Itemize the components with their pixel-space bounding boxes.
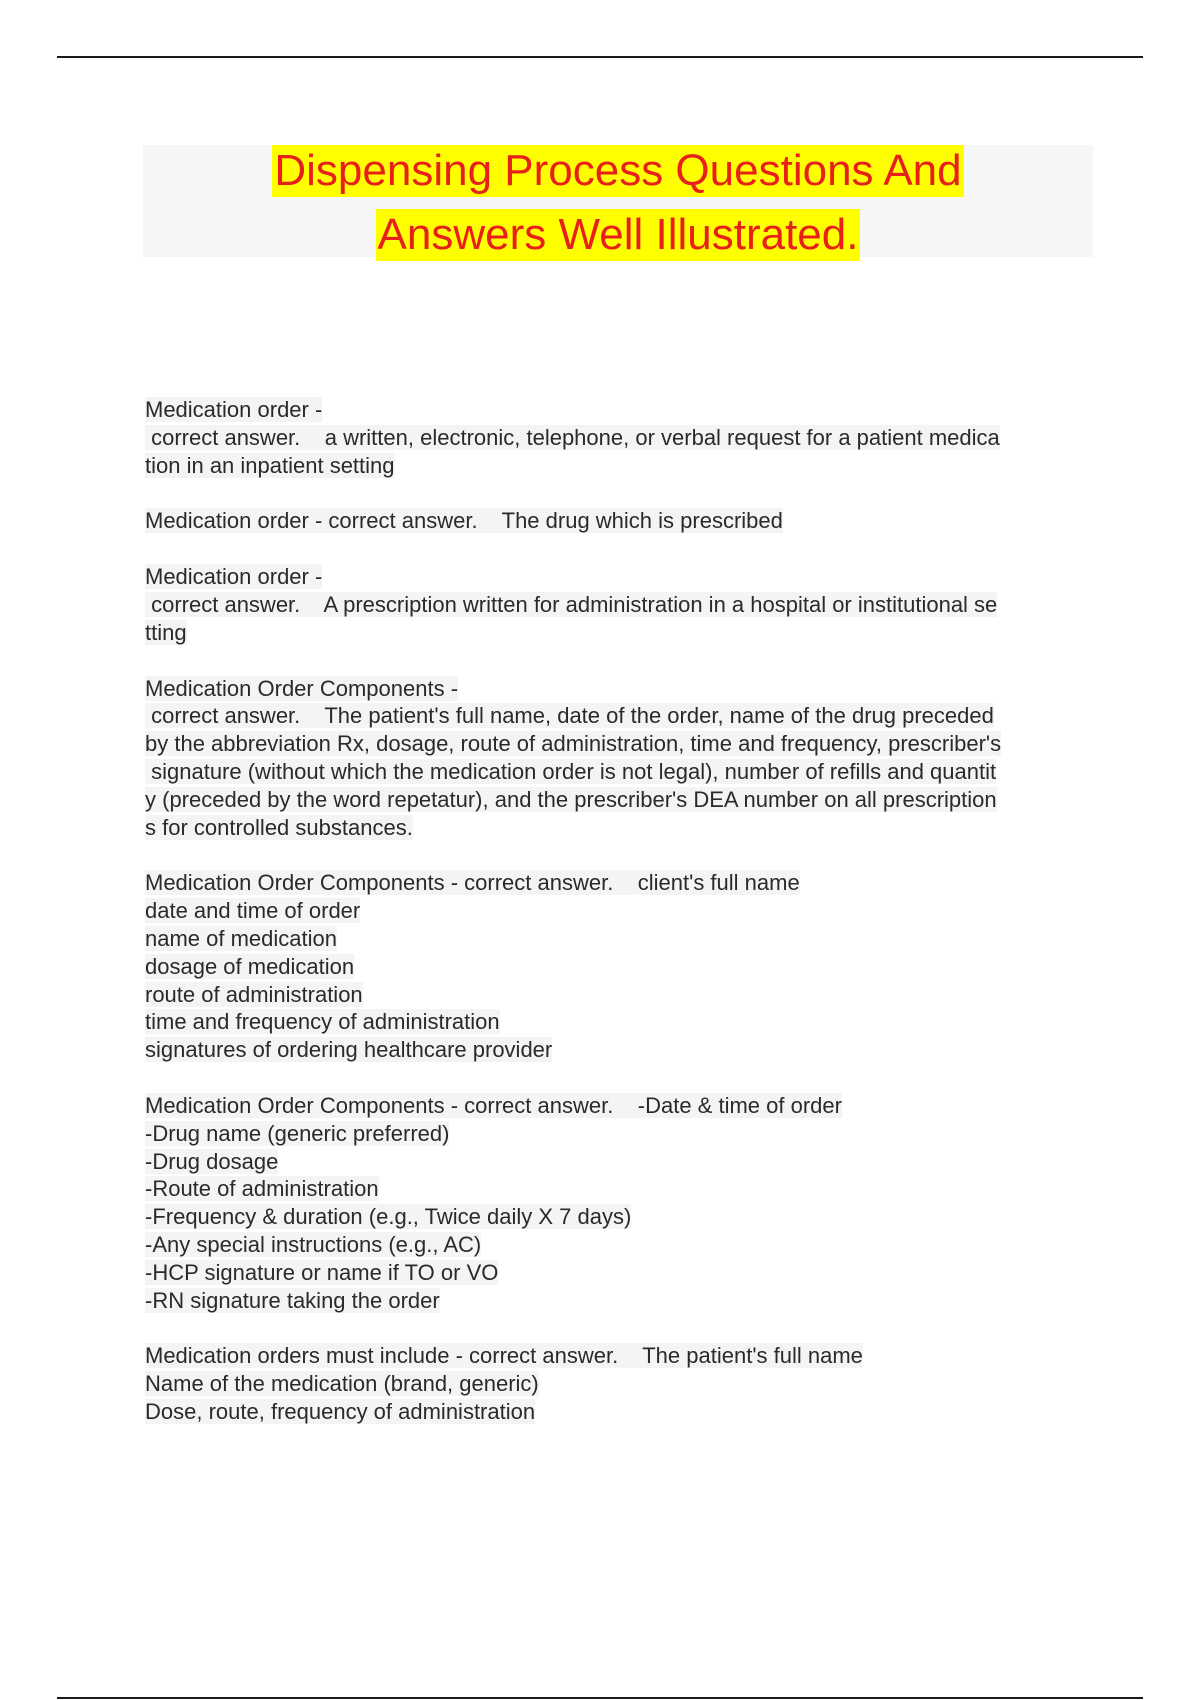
entry-line: dosage of medication: [145, 953, 355, 979]
qa-entry: [145, 869, 1095, 1064]
entry-line: -HCP signature or name if TO or VO: [145, 1259, 499, 1285]
entry-line: -Drug name (generic preferred): [145, 1120, 450, 1146]
entry-line: Medication Order Components -: [145, 675, 459, 701]
entry-line: by the abbreviation Rx, dosage, route of administration, time and frequency, prescriber's: [145, 731, 1002, 757]
entry-line: correct answer. A prescription written for administration in a hospital or institutional se: [145, 591, 998, 617]
entry-line: s for controlled substances.: [145, 814, 413, 840]
footer-rule: [57, 1697, 1143, 1699]
entry-line: Medication order -: [145, 397, 323, 422]
entry-line: -Route of administration: [145, 1176, 379, 1202]
entry-line: tting: [145, 619, 187, 645]
qa-entry: [145, 1342, 1095, 1425]
entry-line: route of administration: [145, 981, 363, 1007]
entry-line: Dose, route, frequency of administration: [145, 1398, 536, 1424]
entry-line: time and frequency of administration: [145, 1009, 500, 1035]
entry-line: y (preceded by the word repetatur), and the prescriber's DEA number on all prescription: [145, 786, 997, 812]
entry-line: Medication orders must include - correct answer. The patient's full name: [145, 1343, 863, 1369]
entry-line: correct answer. a written, electronic, telephone, or verbal request for a patient medica: [145, 424, 1000, 450]
document-title-box: [143, 145, 1093, 257]
entry-line: signatures of ordering healthcare provider: [145, 1037, 553, 1063]
entry-line: name of medication: [145, 925, 337, 951]
entry-line: -Drug dosage: [145, 1148, 279, 1174]
document-title-line-2: Answers Well Illustrated.: [377, 210, 859, 259]
entry-line: Medication Order Components - correct answer. -Date & time of order: [145, 1092, 842, 1118]
qa-entry: [145, 675, 1095, 842]
entry-line: tion in an inpatient setting: [145, 452, 395, 478]
document-body: [145, 396, 1095, 1454]
qa-entry: [145, 563, 1095, 646]
entry-line: -Frequency & duration (e.g., Twice daily X 7 days): [145, 1204, 632, 1230]
entry-line: Medication Order Components - correct answer. client's full name: [145, 870, 800, 896]
entry-line: Medication order - correct answer. The drug which is prescribed: [145, 508, 783, 534]
entry-line: Name of the medication (brand, generic): [145, 1371, 539, 1397]
qa-entry: [145, 1092, 1095, 1314]
document-title-line-1: Dispensing Process Questions And: [274, 146, 962, 195]
entry-line: Medication order -: [145, 564, 323, 590]
qa-entry: [145, 396, 1095, 479]
entry-line: signature (without which the medication order is not legal), number of refills and quantit: [145, 758, 997, 784]
entry-line: -RN signature taking the order: [145, 1287, 440, 1313]
qa-entry: [145, 507, 1095, 535]
entry-line: correct answer. The patient's full name, date of the order, name of the drug preceded: [145, 703, 994, 729]
header-rule: [57, 56, 1143, 58]
entry-line: -Any special instructions (e.g., AC): [145, 1231, 482, 1257]
entry-line: date and time of order: [145, 898, 361, 924]
